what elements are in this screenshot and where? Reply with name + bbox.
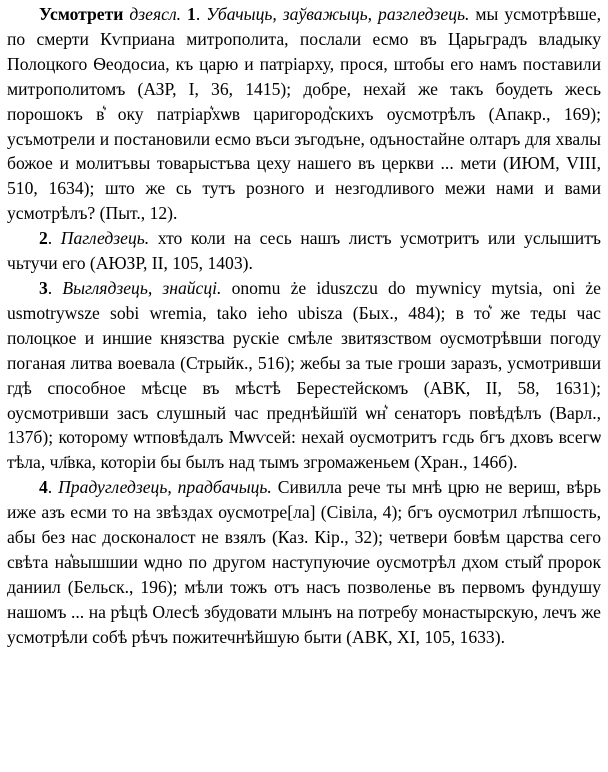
sense-text: Сивилла рече ты мнѣ црю не вериш, вѣрь иже азъ есми то на звѣздах оусмотре[ла] (Сівіла, 4); бгъ оусмотрил лѣпшость, абы без нас досконалост не взялъ (Каз. Кір., 32); четвери бовѣм царства сего свѣта на͛вышшии ѡдно по другом наступуючие оусмотрѣл дхом стый͛ пророк даниил (Бельск., 196); мѣли тожъ отъ насъ позволенье въ первомъ фундушу нашомъ ... на рѣцѣ Олесѣ збудовати млынъ на потребу монастырскую, лечъ же усмотрѣли собѣ рѣчъ пожитечнѣйшую быти (АВК, XI, 105, 1633). xyxy=(7,477,602,647)
sense-number: 1 xyxy=(187,4,196,24)
sense-definition: Убачыць, заўважыць, разгледзець. xyxy=(206,4,470,24)
sense-text: мы усмотрѣвше, по смерти Кѵприана митрополита, послали есмо въ Царьградъ владыку Полоцкого Ѳеодосиа, къ царю и патріарху, прося, штобы его намъ поставили митрополитомъ (АЗР, І, 36, 1415); добре, нехай же такъ боудеть жесь порошокъ в͛ оку патріар͛хѡв царигород͛скихъ оусмотрѣлъ (Апакр., 169); усъмотрели и постановили есмо въси зъгодъне, одъностайне олтаръ для хвалы божое и молитъвы товарыстъва цеху нашего въ церкви ... мети (ИЮМ, VIII, 510, 1634); што же сь тутъ розного и незгодливого межи нами и вами усмотрѣлъ? (Пыт., 12). xyxy=(7,4,602,224)
sense-text: хто коли на сесь нашъ листъ усмотритъ или услышитъ чьтучи его (АЮЗР, II, 105, 1403). xyxy=(7,228,601,274)
sense-number: 4 xyxy=(39,477,48,498)
sense-number: 3 xyxy=(39,277,48,298)
sense-1: Усмотрети дзеясл. 1. Убачыць, заўважыць, разгледзець. мы усмотрѣвше, по смерти Кѵприана митрополита, послали есмо въ Царьградъ владыку Полоцкого Ѳеодосиа, къ царю и патріарху, прося, штобы его намъ поставили митрополитомъ (АЗР, І, 36, 1415); добре, нехай же такъ боудеть жесь порошокъ в͛ оку патріар͛хѡв царигород͛скихъ оусмотрѣлъ (Апакр., 169); усъмотрели и постановили есмо въси зъгодъне, одъностайне олтаръ для хвалы божое и молитъвы товарыстъва цеху нашего въ церкви ... мети (ИЮМ, VIII, 510, 1634); што же сь тутъ розного и незгодливого межи нами и вами усмотрѣлъ? (Пыт., 12). xyxy=(7,4,602,224)
sense-4: 4. Прадугледзець, прадбачыць. Сивилла рече ты мнѣ црю не вериш, вѣрь иже азъ есми то на звѣздах оусмотре[ла] (Сівіла, 4); бгъ оусмотрил лѣпшость, абы без нас досконалост не взялъ (Каз. Кір., 32); четвери бовѣм царства сего свѣта на͛вышшии ѡдно по другом наступуючие оусмотрѣл дхом стый͛ пророк даниил (Бельск., 196); мѣли тожъ отъ насъ позволенье въ первомъ фундушу нашомъ ... на рѣцѣ Олесѣ збудовати млынъ на потребу монастырскую, лечъ же усмотрѣли собѣ рѣчъ пожитечнѣйшую быти (АВК, XI, 105, 1633). xyxy=(7,477,602,647)
sense-definition: Выглядзець, знайсці. xyxy=(62,277,222,298)
headword: Усмотрети xyxy=(39,4,124,24)
grammar-label: дзеясл. xyxy=(129,4,182,24)
dictionary-entry xyxy=(7,2,601,650)
sense-definition: Прадугледзець, прадбачыць. xyxy=(58,477,272,498)
sense-number: 2 xyxy=(39,228,48,249)
sense-2: 2. Пагледзець. хто коли на сесь нашъ листъ усмотритъ или услышитъ чьтучи его (АЮЗР, II, 105, 1403). xyxy=(7,228,601,274)
sense-text: onomu że iduszczu do mywnicy mytsia, oni że usmotrywsze sobi wremia, tako ieho ubisza (Бых., 484); в то͛ же теды час полоцкое и иншие князства рускіе смѣле звитязством оусмотрѣвши погоду поганая литва воевала (Стрыйк., 516); жебы за тые гроши заразъ, усмотривши гдѣ способное мѣсце въ мѣстѣ Берестейскомъ (АВК, II, 58, 1631); оусмотривши засъ слушный час преднѣйшїй ѡн͛ сенаторъ повѣдѣлъ (Варл., 137б); которому ѡтповѣдалъ Мѡѵсей: нехай оусмотритъ гсдь бгъ дховъ всегѡ тѣла, чл҃вка, которіи бы былъ над тымъ згромаженьем (Хран., 146б). xyxy=(7,277,601,473)
sense-definition: Пагледзець. xyxy=(60,228,150,249)
sense-3: 3. Выглядзець, знайсці. onomu że iduszczu do mywnicy mytsia, oni że usmotrywsze sobi wremia, tako ieho ubisza (Бых., 484); в то͛ же теды час полоцкое и иншие князства рускіе смѣле звитязством оусмотрѣвши погоду поганая литва воевала (Стрыйк., 516); жебы за тые гроши заразъ, усмотривши гдѣ способное мѣсце въ мѣстѣ Берестейскомъ (АВК, II, 58, 1631); оусмотривши засъ слушный час преднѣйшїй ѡн͛ сенаторъ повѣдѣлъ (Варл., 137б); которому ѡтповѣдалъ Мѡѵсей: нехай оусмотритъ гсдь бгъ дховъ всегѡ тѣла, чл҃вка, которіи бы былъ над тымъ згромаженьем (Хран., 146б). xyxy=(7,277,601,473)
